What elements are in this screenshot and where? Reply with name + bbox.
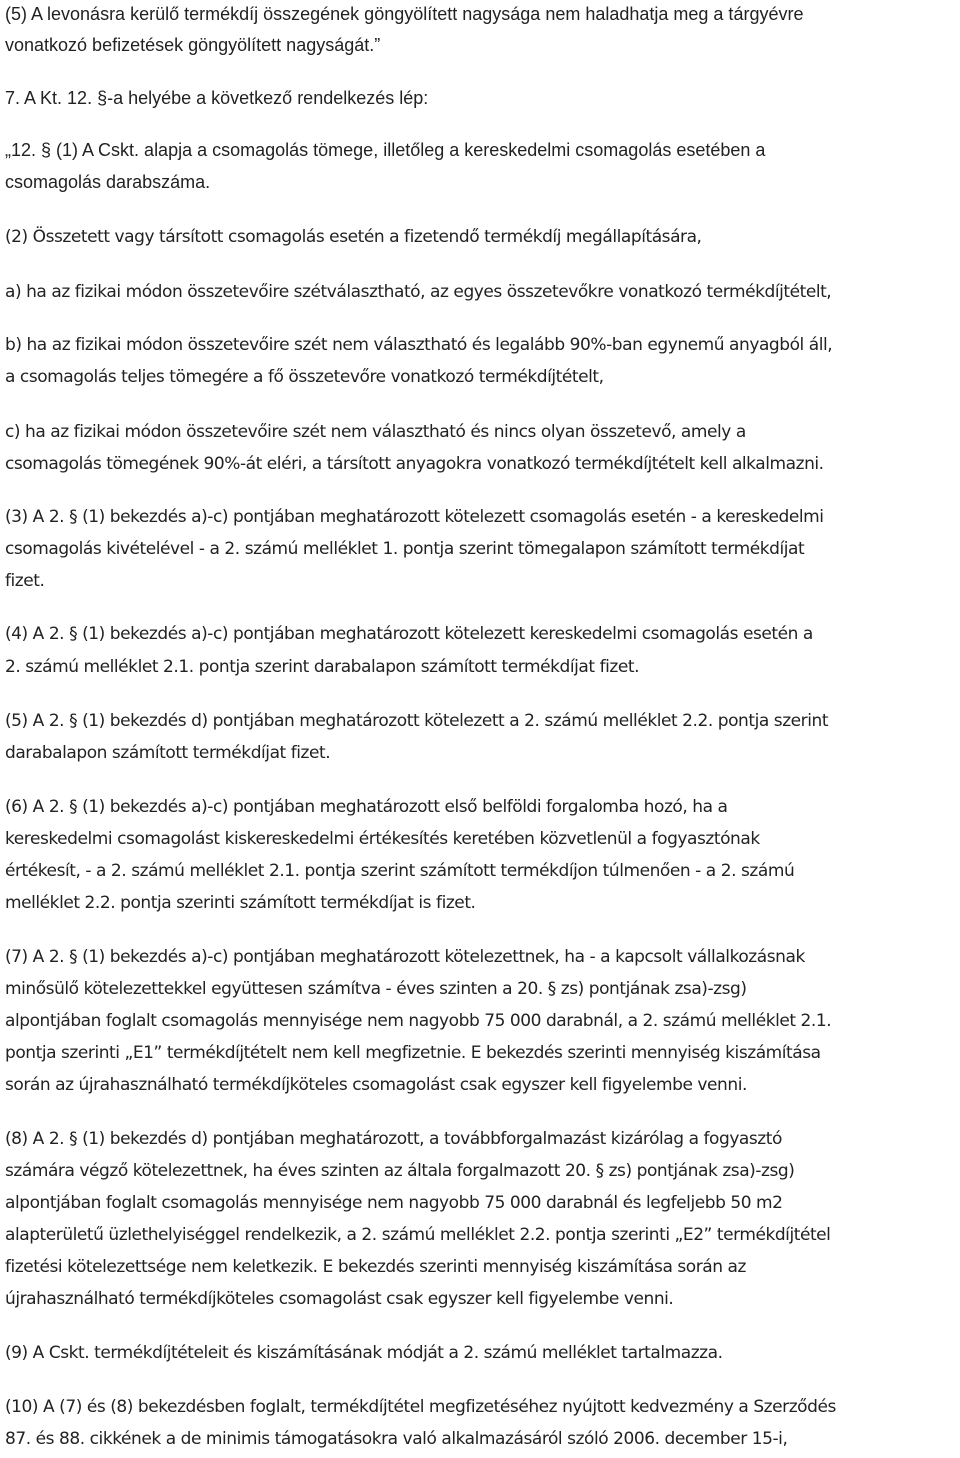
text-line: vonatkozó befizetések göngyölített nagyságát.” — [5, 35, 381, 55]
text-line: kereskedelmi csomagolást kiskereskedelmi értékesítés keretében közvetlenül a fogyasztónak — [5, 829, 760, 849]
text-line: minősülő kötelezettekkel együttesen számítva - éves szinten a 20. § zs) pontjának zsa)-zsg) — [5, 979, 747, 999]
text-line: (4) A 2. § (1) bekezdés a)-c) pontjában meghatározott kötelezett kereskedelmi csomagolás esetén a — [5, 624, 813, 644]
text-line: újrahasználható termékdíjköteles csomagolást csak egyszer kell figyelembe venni. — [5, 1289, 674, 1309]
text-line: során az újrahasználható termékdíjköteles csomagolást csak egyszer kell figyelembe venni. — [5, 1075, 747, 1095]
text-line: c) ha az fizikai módon összetevőire szét nem választható és nincs olyan összetevő, amely a — [5, 422, 746, 442]
text-line: alapterületű üzlethelyiséggel rendelkezik, a 2. számú melléklet 2.2. pontja szerinti „E2” termékdíjtétel — [5, 1225, 831, 1245]
text-line: b) ha az fizikai módon összetevőire szét nem választható és legalább 90%-ban egynemű anyagból áll, — [5, 335, 833, 355]
text-line: (5) A levonásra kerülő termékdíj összegének göngyölített nagysága nem haladhatja meg a tárgyévre — [5, 4, 804, 24]
text-line: (10) A (7) és (8) bekezdésben foglalt, termékdíjtétel megfizetéséhez nyújtott kedvezmény a Szerződés — [5, 1397, 836, 1417]
text-line: „12. § (1) A Cskt. alapja a csomagolás tömege, illetőleg a kereskedelmi csomagolás esetében a — [5, 140, 766, 160]
text-line: (2) Összetett vagy társított csomagolás esetén a fizetendő termékdíj megállapítására, — [5, 227, 702, 247]
text-line: melléklet 2.2. pontja szerinti számított termékdíjat is fizet. — [5, 893, 476, 913]
text-line: alpontjában foglalt csomagolás mennyisége nem nagyobb 75 000 darabnál, a 2. számú melléklet 2.1. — [5, 1011, 832, 1031]
text-line: pontja szerinti „E1” termékdíjtételt nem kell megfizetnie. E bekezdés szerinti mennyiség kiszámítása — [5, 1043, 821, 1063]
text-line: csomagolás darabszáma. — [5, 172, 211, 192]
text-line: (6) A 2. § (1) bekezdés a)-c) pontjában meghatározott első belföldi forgalomba hozó, ha a — [5, 797, 728, 817]
text-line: csomagolás tömegének 90%-át eléri, a társított anyagokra vonatkozó termékdíjtételt kell alkalmazni. — [5, 454, 824, 474]
text-line: (8) A 2. § (1) bekezdés d) pontjában meghatározott, a továbbforgalmazást kizárólag a fogyasztó — [5, 1129, 782, 1149]
text-line: (5) A 2. § (1) bekezdés d) pontjában meghatározott kötelezett a 2. számú melléklet 2.2. pontja szerint — [5, 711, 829, 731]
text-line: (7) A 2. § (1) bekezdés a)-c) pontjában meghatározott kötelezettnek, ha - a kapcsolt vállalkozásnak — [5, 947, 805, 967]
text-line: (3) A 2. § (1) bekezdés a)-c) pontjában meghatározott kötelezett csomagolás esetén - a kereskedelmi — [5, 507, 824, 527]
text-line: értékesít, - a 2. számú melléklet 2.1. pontja szerint számított termékdíjon túlmenően - a 2. számú — [5, 861, 795, 881]
text-line: számára végző kötelezettnek, ha éves szinten az általa forgalmazott 20. § zs) pontjának zsa)-zsg) — [5, 1161, 795, 1181]
text-line: (9) A Cskt. termékdíjtételeit és kiszámításának módját a 2. számú melléklet tartalmazza. — [5, 1343, 723, 1363]
text-line: csomagolás kivételével - a 2. számú melléklet 1. pontja szerint tömegalapon számított termékdíjat — [5, 539, 805, 559]
text-line: fizetési kötelezettsége nem keletkezik. E bekezdés szerinti mennyiség kiszámítása során az — [5, 1257, 746, 1277]
text-line: alpontjában foglalt csomagolás mennyisége nem nagyobb 75 000 darabnál és legfeljebb 50 m2 — [5, 1193, 783, 1213]
text-line: a) ha az fizikai módon összetevőire szétválasztható, az egyes összetevőkre vonatkozó termékdíjtételt, — [5, 282, 832, 302]
text-line: 87. és 88. cikkének a de minimis támogatásokra való alkalmazásáról szóló 2006. december 15-i, — [5, 1429, 788, 1449]
text-line: fizet. — [5, 571, 45, 591]
text-line: 7. A Kt. 12. §-a helyébe a következő rendelkezés lép: — [5, 88, 429, 108]
text-line: 2. számú melléklet 2.1. pontja szerint darabalapon számított termékdíjat fizet. — [5, 657, 640, 677]
text-line: a csomagolás teljes tömegére a fő összetevőre vonatkozó termékdíjtételt, — [5, 367, 604, 387]
text-line: darabalapon számított termékdíjat fizet. — [5, 743, 331, 763]
